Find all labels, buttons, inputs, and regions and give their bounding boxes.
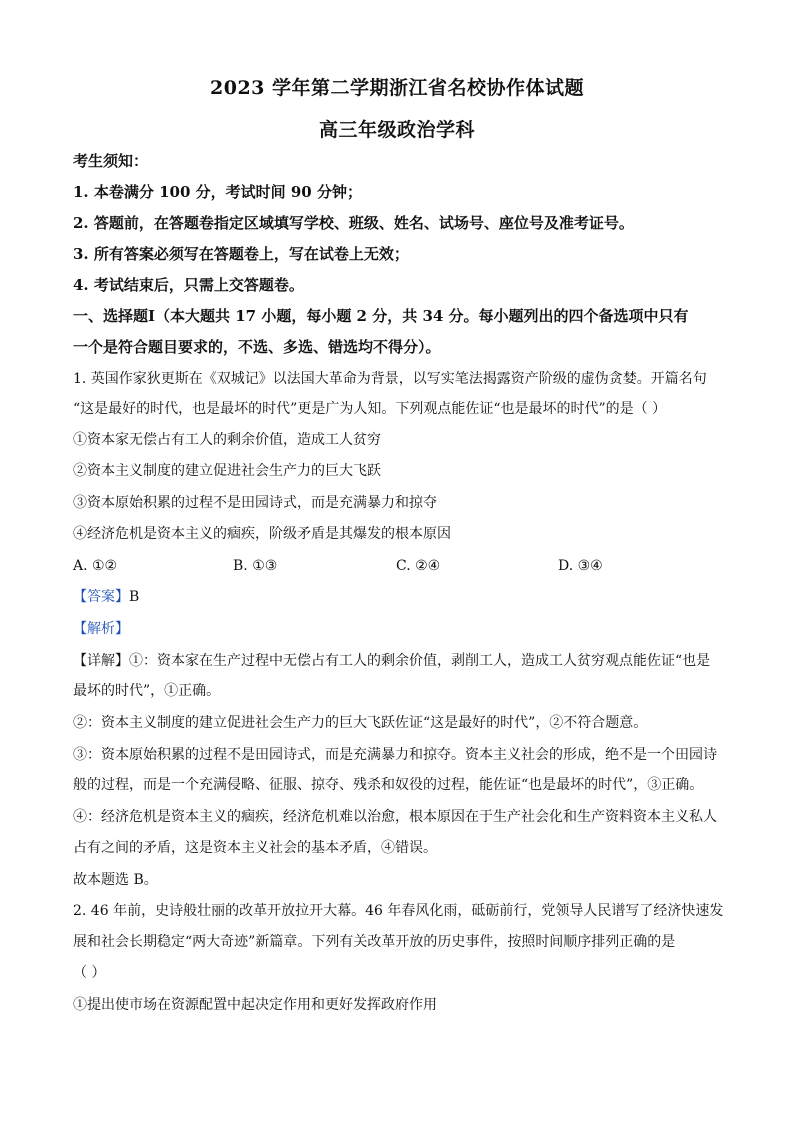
notice-heading: 考生须知： xyxy=(73,152,149,170)
detail-text-1: ①：资本家在生产过程中无偿占有工人的剩余价值，剥削工人，造成工人贫穷观点能佐证“也是 xyxy=(129,653,711,669)
section-heading-line1: 一、选择题Ⅰ（本大题共 17 小题，每小题 2 分，共 34 分。每小题列出的四个备选项中只有 xyxy=(73,307,689,325)
q1-stem-line1: 1. 英国作家狄更斯在《双城记》以法国大革命为背景，以写实笔法揭露资产阶级的虚伪贪婪。开篇名句 xyxy=(73,371,707,387)
q2-stem-line1: 2. 46 年前，史诗般壮丽的改革开放拉开大幕。46 年春风化雨，砥砺前行，党领导人民谱写了经济快速发 xyxy=(73,903,724,919)
exam-title: 2023 学年第二学期浙江省名校协作体试题 xyxy=(210,77,584,99)
q1-analysis xyxy=(73,619,733,639)
q1-detail-line3: ②：资本主义制度的建立促进社会生产力的巨大飞跃佐证“这是最好的时代”，②不符合题意。 xyxy=(73,715,648,731)
notice-item-3: 3. 所有答案必须写在答题卷上，写在试卷上无效； xyxy=(73,245,409,263)
q1-conclusion: 故本题选 B。 xyxy=(73,872,158,888)
section-heading-line2: 一个是符合题目要求的，不选、多选、错选均不得分）。 xyxy=(73,338,441,356)
notice-item-2: 2. 答题前，在答题卷指定区域填写学校、班级、姓名、试场号、座位号及准考证号。 xyxy=(73,214,634,232)
q1-stem-line2: “这是最好的时代，也是最坏的时代”更是广为人知。下列观点能佐证“也是最坏的时代”的是（ ） xyxy=(73,401,667,417)
notice-item-1: 1. 本卷满分 100 分，考试时间 90 分钟； xyxy=(73,183,362,201)
q1-answer xyxy=(73,587,733,607)
q1-statement-1: ①资本家无偿占有工人的剩余价值，造成工人贫穷 xyxy=(73,432,381,448)
q1-detail-line4: ③：资本原始积累的过程不是田园诗式，而是充满暴力和掠夺。资本主义社会的形成，绝不是一个田园诗 xyxy=(73,747,717,763)
answer-value: B xyxy=(129,589,140,605)
q1-statement-2: ②资本主义制度的建立促进社会生产力的巨大飞跃 xyxy=(73,463,381,479)
q1-option-a: A. ①② xyxy=(73,558,118,574)
exam-subtitle: 高三年级政治学科 xyxy=(318,119,475,141)
notice-item-4: 4. 考试结束后，只需上交答题卷。 xyxy=(73,276,304,294)
q1-detail-line7: 占有之间的矛盾，这是资本主义社会的基本矛盾，④错误。 xyxy=(73,840,437,856)
q1-option-d: D. ③④ xyxy=(558,558,603,574)
q1-detail-line1 xyxy=(73,651,733,671)
q1-statement-3: ③资本原始积累的过程不是田园诗式，而是充满暴力和掠夺 xyxy=(73,495,437,511)
q1-option-c: C. ②④ xyxy=(396,558,441,574)
q2-stem-line3: （ ） xyxy=(73,965,106,981)
analysis-tag: 【解析】 xyxy=(73,621,129,637)
detail-tag: 【详解】 xyxy=(73,653,129,669)
q1-detail-line2: 最坏的时代”，①正确。 xyxy=(73,683,221,699)
answer-tag: 【答案】 xyxy=(73,589,129,605)
q1-statement-4: ④经济危机是资本主义的痼疾，阶级矛盾是其爆发的根本原因 xyxy=(73,526,451,542)
q2-statement-1: ①提出使市场在资源配置中起决定作用和更好发挥政府作用 xyxy=(73,997,437,1013)
q1-option-b: B. ①③ xyxy=(233,558,278,574)
q1-detail-line6: ④：经济危机是资本主义的痼疾，经济危机难以治愈，根本原因在于生产社会化和生产资料资本主义私人 xyxy=(73,809,717,825)
q2-stem-line2: 展和社会长期稳定“两大奇迹”新篇章。下列有关改革开放的历史事件，按照时间顺序排列正确的是 xyxy=(73,934,676,950)
q1-detail-line5: 般的过程，而是一个充满侵略、征服、掠夺、残杀和奴役的过程，能佐证“也是最坏的时代”，③正确。 xyxy=(73,777,704,793)
